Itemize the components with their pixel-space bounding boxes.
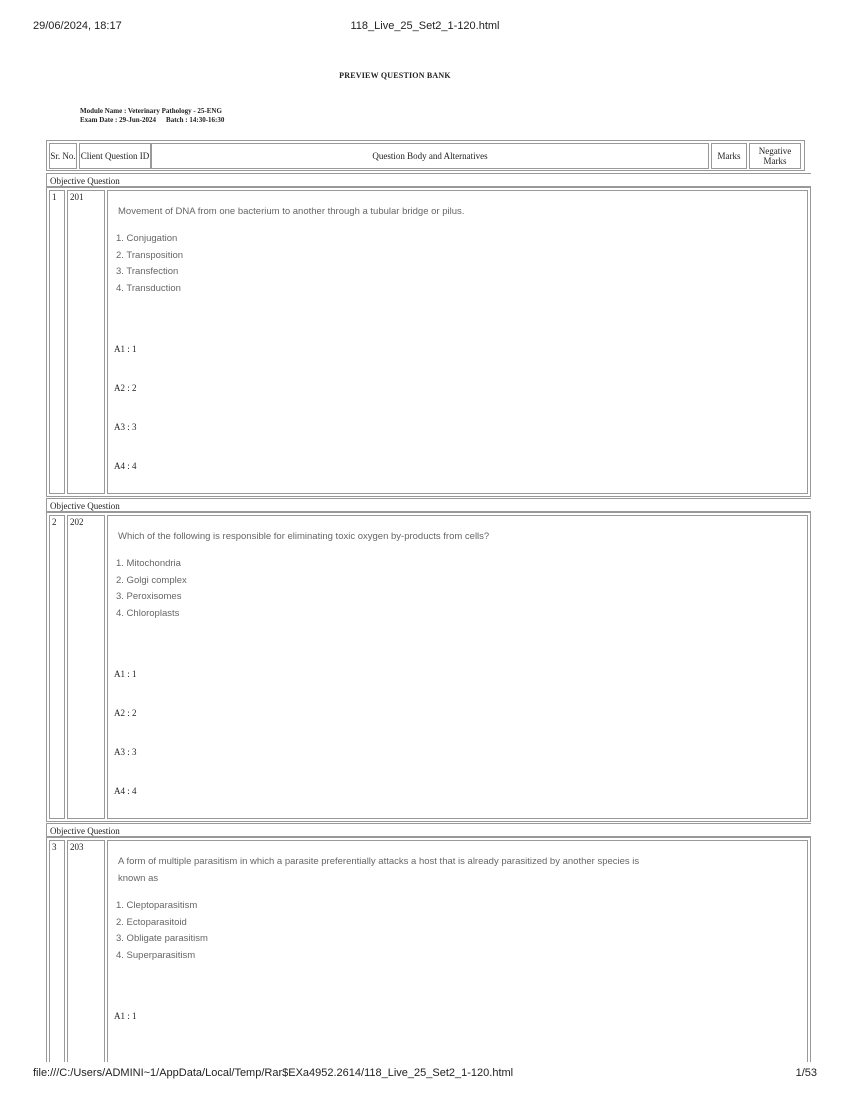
option: 1. Cleptoparasitism xyxy=(116,900,198,911)
question-row xyxy=(46,187,811,497)
exam-meta xyxy=(80,107,224,125)
question-client-id: 202 xyxy=(67,515,105,819)
question-text xyxy=(118,853,639,887)
header-question-body: Question Body and Alternatives xyxy=(151,143,709,169)
section-label: Objective Question xyxy=(46,498,811,512)
question-text: Which of the following is responsible for eliminating toxic oxygen by-products from cells? xyxy=(118,531,490,542)
question-text-line: A form of multiple parasitism in which a parasite preferentially attacks a host that is already parasitized by another species is xyxy=(118,856,640,867)
question-client-id: 201 xyxy=(67,190,105,494)
question-client-id: 203 xyxy=(67,840,105,1100)
answer-key: A1 : 1 xyxy=(114,344,137,354)
option: 2. Ectoparasitoid xyxy=(116,916,187,928)
exam-date: Exam Date : 29-Jun-2024 xyxy=(80,116,157,124)
answer-key: A2 : 2 xyxy=(114,708,137,718)
option: 4. Superparasitism xyxy=(116,949,196,961)
option: 1. Conjugation xyxy=(116,233,178,244)
answer-key: A4 : 4 xyxy=(114,786,137,796)
question-body xyxy=(107,515,808,819)
module-name: Module Name : Veterinary Pathology - 25-ENG xyxy=(80,107,222,115)
question-table xyxy=(46,140,811,1100)
answer-key: A2 : 2 xyxy=(114,383,137,393)
question-text-line: known as xyxy=(118,873,159,884)
question-sr-no: 3 xyxy=(49,840,65,1100)
question-options xyxy=(116,231,183,297)
question-body xyxy=(107,190,808,494)
question-sr-no: 1 xyxy=(49,190,65,494)
answer-key: A1 : 1 xyxy=(114,669,137,679)
option: 2. Golgi complex xyxy=(116,574,187,586)
section-label: Objective Question xyxy=(46,823,811,837)
answer-key: A3 : 3 xyxy=(114,422,137,432)
question-options xyxy=(116,556,187,622)
page-title: PREVIEW QUESTION BANK xyxy=(339,71,451,80)
print-doc-title: 118_Live_25_Set2_1-120.html xyxy=(350,20,500,32)
option: 3. Peroxisomes xyxy=(116,591,182,602)
option: 4. Transduction xyxy=(116,282,181,294)
option: 4. Chloroplasts xyxy=(116,607,180,619)
question-text: Movement of DNA from one bacterium to another through a tubular bridge or pilus. xyxy=(118,206,465,217)
option: 1. Mitochondria xyxy=(116,558,181,569)
batch: Batch : 14:30-16:30 xyxy=(166,116,225,124)
answer-key: A3 : 3 xyxy=(114,747,137,757)
answer-key: A1 : 1 xyxy=(114,1011,137,1021)
option: 3. Obligate parasitism xyxy=(116,933,208,944)
print-page-indicator: 1/53 xyxy=(795,1067,817,1079)
question-body xyxy=(107,840,808,1100)
header-sr-no: Sr. No. xyxy=(49,143,77,169)
print-datetime: 29/06/2024, 18:17 xyxy=(33,20,122,32)
answer-key: A4 : 4 xyxy=(114,461,137,471)
header-marks: Marks xyxy=(711,143,747,169)
question-options xyxy=(116,898,208,964)
question-row xyxy=(46,512,811,822)
option: 3. Transfection xyxy=(116,266,179,277)
question-sr-no: 2 xyxy=(49,515,65,819)
section-label: Objective Question xyxy=(46,173,811,187)
option: 2. Transposition xyxy=(116,249,184,261)
header-client-question-id: Client Question ID xyxy=(79,143,151,169)
question-row xyxy=(46,837,811,1100)
table-header-row xyxy=(46,140,805,171)
header-negative-marks: Negative Marks xyxy=(749,143,801,169)
print-file-path: file:///C:/Users/ADMINI~1/AppData/Local/Temp/Rar$EXa4952.2614/118_Live_25_Set2_1-120.html xyxy=(33,1067,514,1079)
